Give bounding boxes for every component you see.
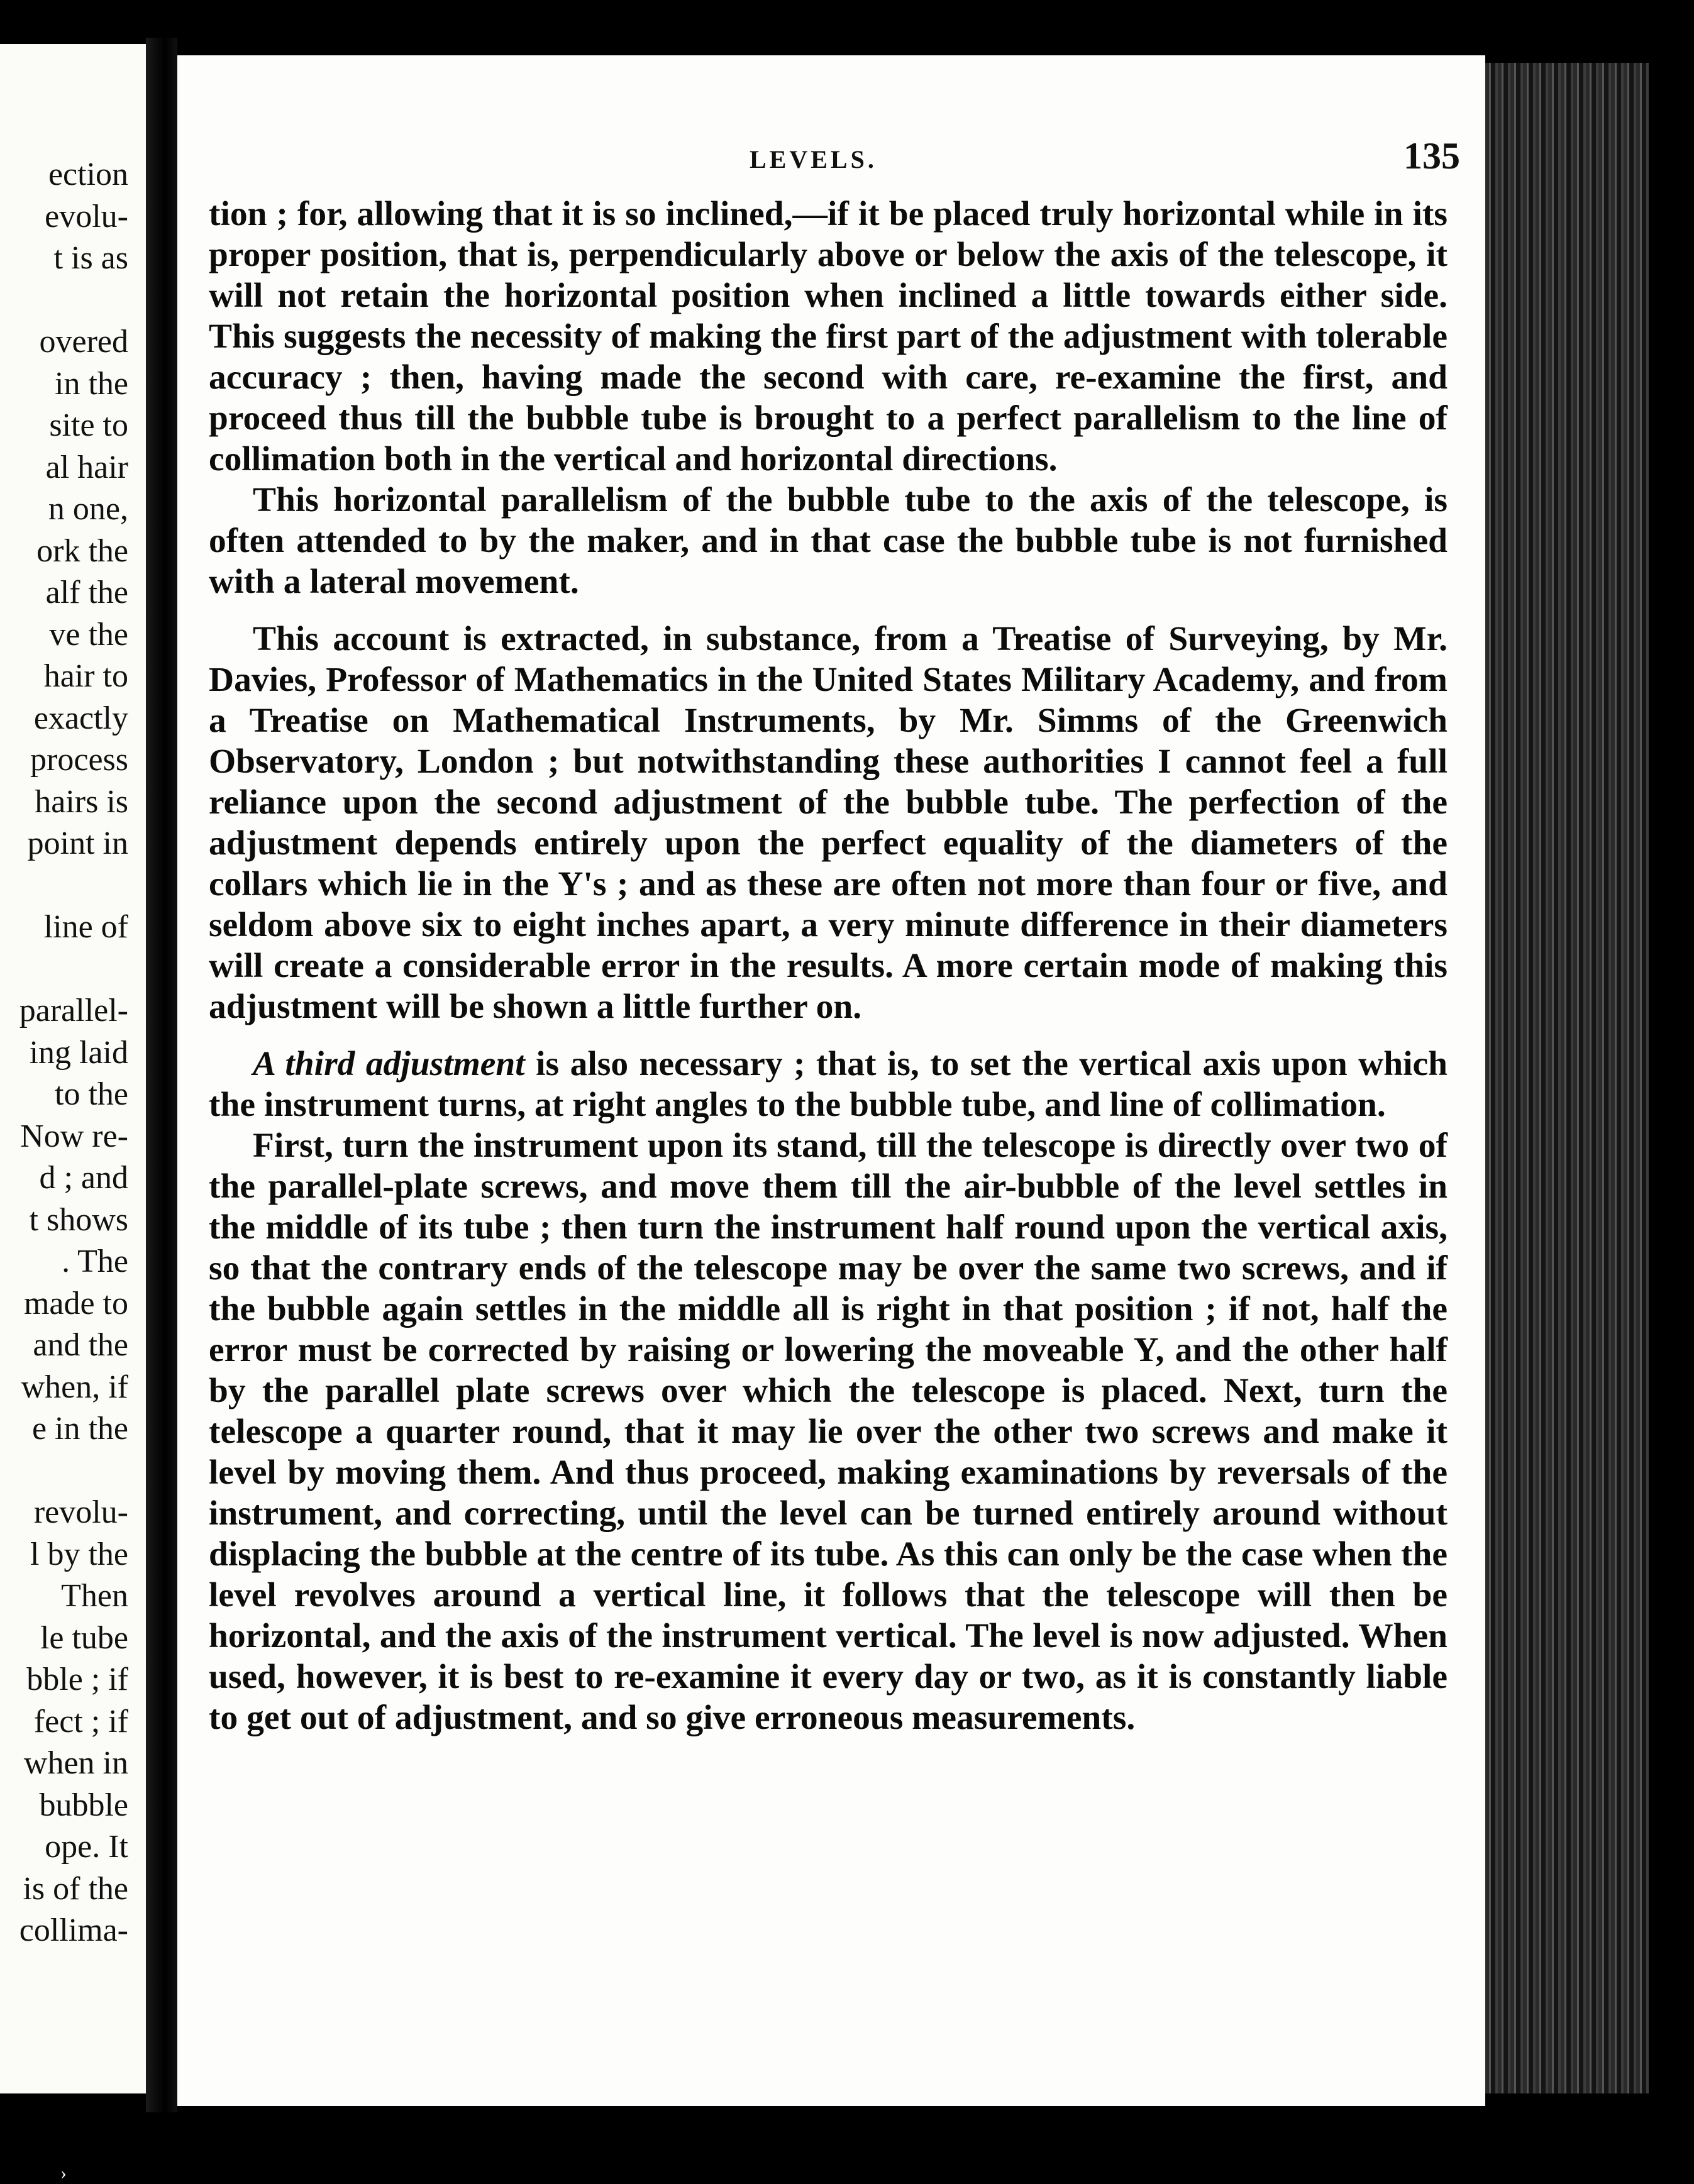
page-edge-stack [1485,63,1649,2093]
paragraph-continuation: tion ; for, allowing that it is so inclined,—if it be placed truly horizontal while in its proper position, that is, perpendicularly above or below the axis of the telescope, it will not retain the horizontal position when inclined a little towards either side. This suggests the necessity of making the first part of the adjustment with tolerable accuracy ; then, having made the second with care, re-examine the first, and proceed thus till the bubble tube is brought to a perfect parallelism to the line of collimation both in the vertical and horizontal directions. [209,195,1448,478]
left-page-line-fragment: d ; and [39,1160,128,1196]
left-page-line-fragment: ork the [36,532,128,569]
left-page-line-fragment: e in the [31,1411,128,1447]
left-page-line-fragment: in the [55,365,128,402]
left-page-line-fragment: and the [33,1327,128,1363]
page-number: 135 [1403,135,1460,177]
page-header [177,126,1485,182]
left-page-line-fragment: le tube [40,1619,128,1656]
left-page-line-fragment: alf the [45,575,128,610]
paragraph-horizontal-parallelism: This horizontal parallelism of the bubble tube to the axis of the telescope, is often attended to by the maker, and in that case the bubble tube is not furnished with a lateral movement. [209,481,1448,601]
left-page-line-fragment: process [30,742,128,778]
left-page-line-fragment: made to [23,1285,128,1321]
left-page-line-fragment: to the [55,1076,128,1112]
book-page [177,55,1485,2106]
left-page-line-fragment: ve the [49,616,128,653]
paragraph-account-source: This account is extracted, in substance, from a Treatise of Surveying, by Mr. Davies, Professor of Mathematics in the United States Military Academy, and from a Treatise on Mathematical Instruments, by Mr. Simms of the Greenwich Observatory, London ; but notwithstanding these authorities I cannot feel a full reliance upon the second adjustment of the bubble tube. The perfection of the adjustment depends entirely upon the perfect equality of the diameters of the collars which lie in the Y's ; and as these are often not more than four or five, and seldom above six to eight inches apart, a very minute difference in their diameters will create a considerable error in the results. A more certain mode of making this adjustment will be shown a little further on. [209,620,1448,1026]
left-page-line-fragment: evolu- [45,198,128,234]
left-page-line-fragment: exactly [33,700,128,736]
left-facing-page [0,44,146,2093]
left-page-line-fragment: site to [49,407,128,443]
left-page-line-fragment: fect ; if [33,1703,128,1740]
paragraph-third-adjustment [209,1044,1448,1125]
left-page-line-fragment: when, if [21,1369,128,1405]
left-page-line-fragment: is of the [23,1870,128,1907]
left-page-line-fragment: l by the [30,1536,128,1572]
left-page-line-fragment: hair to [43,658,128,694]
left-page-line-fragment: t shows [29,1201,128,1238]
book-gutter [146,38,177,2112]
left-page-line-fragment: when in [23,1745,128,1781]
third-adjustment-label: A third adjustment [253,1045,525,1083]
left-page-line-fragment: ection [48,157,128,192]
left-page-line-fragment: collima- [19,1912,128,1948]
paragraph-procedure: First, turn the instrument upon its stand, till the telescope is directly over two of the parallel-plate screws, and move them till the air-bubble of the level settles in the middle of its tube ; then turn the instrument half round upon the vertical axis, so that the contrary ends of the telescope may be over the same two screws, and if the bubble again settles in the middle all is right in that position ; if not, half the error must be corrected by raising or lowering the moveable Y, and the other half by the parallel plate screws over which the telescope is placed. Next, turn the telescope a quarter round, that it may lie over the other two screws and make it level by moving them. And thus proceed, making examinations by reversals of the instrument, and correcting, until the level can be turned entirely around without displacing the bubble at the centre of its tube. As this can only be the case when the level revolves around a vertical line, it follows that the telescope will then be horizontal, and the axis of the instrument vertical. The level is now adjusted. When used, however, it is best to re-examine it every day or two, as it is constantly liable to get out of adjustment, and so give erroneous measurements. [209,1127,1448,1737]
left-page-line-fragment: ope. It [45,1829,128,1865]
left-page-line-fragment: hairs is [35,783,128,820]
left-page-line-fragment: t is as [53,240,128,276]
left-page-line-fragment: al hair [45,449,128,485]
left-page-line-fragment: overed [39,324,128,360]
left-page-line-fragment: revolu- [33,1494,128,1530]
corner-mark: › [60,2163,67,2183]
left-page-line-fragment: parallel- [19,993,128,1029]
left-page-line-fragment: Now re- [20,1118,128,1154]
running-head: LEVELS. [750,145,877,174]
third-adjustment-text: is also necessary ; that is, to set the vertical axis upon which the instrument turns, at right angles to the bubble tube, and line of collimation. [209,1045,1448,1124]
left-page-line-fragment: n one, [48,491,128,527]
left-page-line-fragment: line of [43,909,128,945]
left-page-line-fragment: . The [62,1244,128,1279]
page-body [209,194,1448,1738]
left-page-line-fragment: Then [61,1578,128,1614]
left-page-line-fragment: bubble [39,1787,128,1823]
left-page-line-fragment: ing laid [29,1034,128,1071]
left-page-line-fragment: bble ; if [26,1662,128,1697]
left-page-line-fragment: point in [27,825,128,861]
